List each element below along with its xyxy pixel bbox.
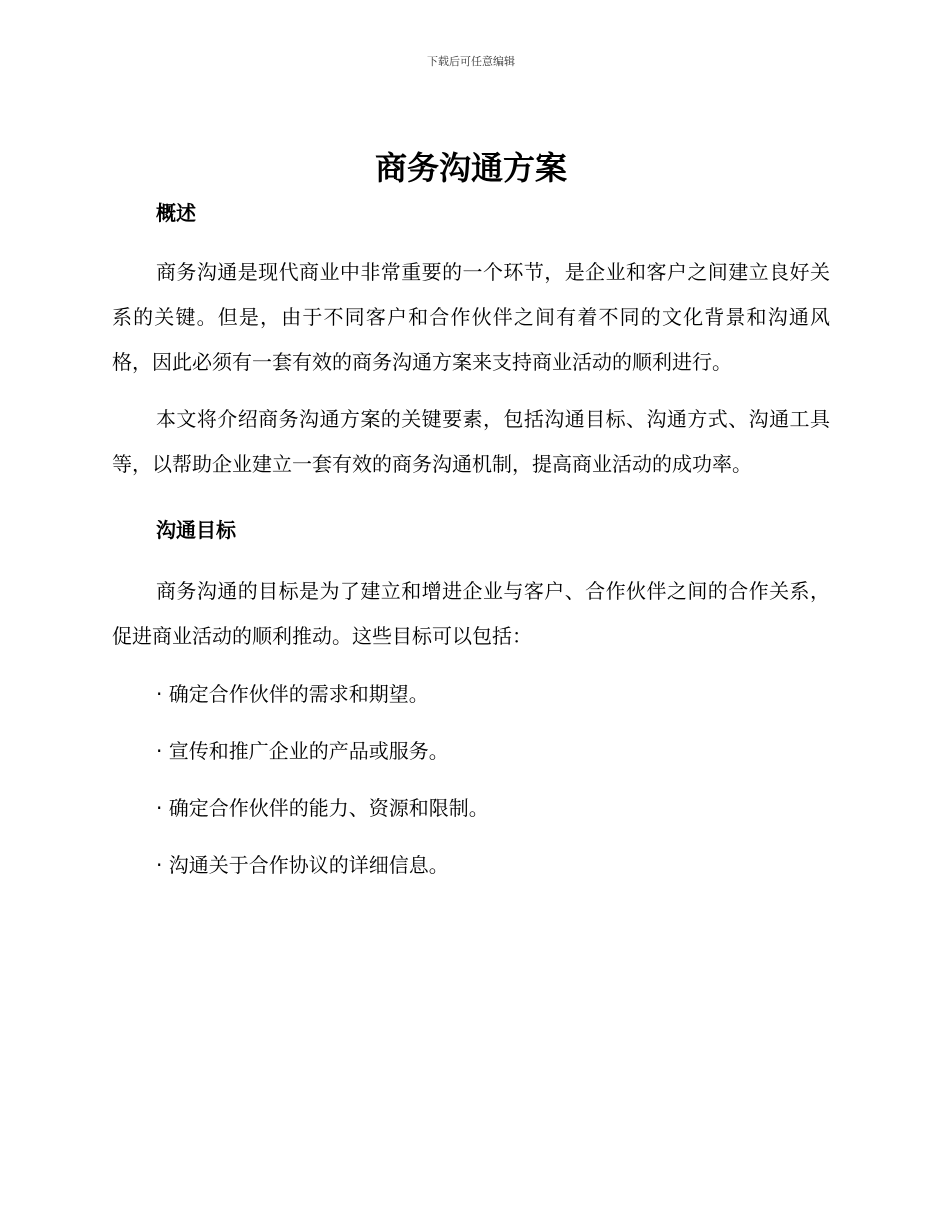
paragraph-goals-1: 商务沟通的目标是为了建立和增进企业与客户、合作伙伴之间的合作关系，促进商业活动的顺利推动。这些目标可以包括： [112, 579, 830, 648]
paragraph-overview-1: 商务沟通是现代商业中非常重要的一个环节，是企业和客户之间建立良好关系的关键。但是，由于不同客户和合作伙伴之间有着不同的文化背景和沟通风格，因此必须有一套有效的商务沟通方案来支持商业活动的顺利进行。 [112, 260, 830, 374]
section-heading-overview: 概述 [156, 201, 196, 225]
goals-bullet-list [112, 672, 830, 888]
list-item: · 确定合作伙伴的需求和期望。 [156, 682, 429, 706]
document-title: 商务沟通方案 [374, 149, 567, 187]
list-item: · 沟通关于合作协议的详细信息。 [156, 853, 449, 877]
list-item: · 宣传和推广企业的产品或服务。 [156, 739, 449, 763]
section-heading-goals: 沟通目标 [156, 518, 236, 542]
list-item: · 确定合作伙伴的能力、资源和限制。 [156, 796, 489, 820]
paragraph-overview-2: 本文将介绍商务沟通方案的关键要素，包括沟通目标、沟通方式、沟通工具等，以帮助企业建立一套有效的商务沟通机制，提高商业活动的成功率。 [112, 407, 830, 476]
page-header-note: 下载后可任意编辑 [427, 55, 515, 68]
